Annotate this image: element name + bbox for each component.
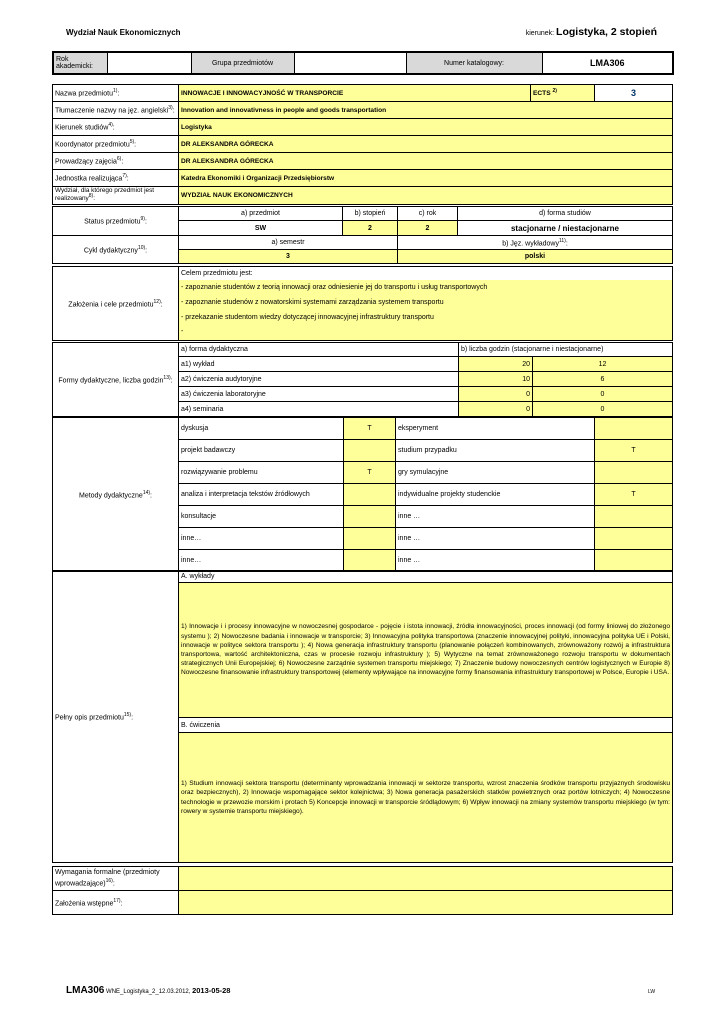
method-right-value xyxy=(595,418,673,440)
course-name-label: Nazwa przedmiotu$^{1)}$: xyxy=(53,85,179,102)
course-name-value: INNOWACJE I INNOWACYJNOŚĆ W TRANSPORCIE xyxy=(179,85,531,102)
form-row-stac: 0 xyxy=(459,402,533,417)
status-h-d: d) forma studiów xyxy=(458,207,673,221)
status-table xyxy=(52,206,673,264)
field-of-study-label: Kierunek studiów$^{4)}$: xyxy=(53,119,179,136)
unit-label: Jednostka realizująca$^{7)}$: xyxy=(53,170,179,187)
method-right-value xyxy=(595,528,673,550)
forms-h-a: a) forma dydaktyczna xyxy=(179,343,459,357)
cycle-h-b: b) Jęz. wykładowy$^{11)}$: xyxy=(398,236,673,250)
form-row-name: a4) seminaria xyxy=(179,402,459,417)
lecturer-value: DR ALEKSANDRA GÓRECKA xyxy=(179,153,673,170)
methods-label: Metody dydaktyczne$^{14)}$: xyxy=(53,418,179,572)
goals-content xyxy=(179,267,673,341)
method-left-value xyxy=(344,484,396,506)
catalog-number-value: LMA306 xyxy=(542,52,673,74)
translation-value: Innovation and innovativness in people and goods transportation xyxy=(179,102,673,119)
status-v-b: 2 xyxy=(343,221,398,236)
lectures-heading: A. wykłady xyxy=(179,571,673,583)
course-group-label: Grupa przedmiotów xyxy=(191,52,294,74)
formal-requirements-value xyxy=(179,867,673,891)
form-row-name: a1) wykład xyxy=(179,357,459,372)
method-right-value xyxy=(595,462,673,484)
status-h-c: c) rok xyxy=(398,207,458,221)
method-right-value: T xyxy=(595,484,673,506)
footer-date: 2013-05-28 xyxy=(192,986,231,995)
form-row-niestac: 0 xyxy=(533,387,673,402)
footer xyxy=(66,985,230,996)
cycle-h-a: a) semestr xyxy=(179,236,398,250)
field-label: kierunek: xyxy=(525,30,555,37)
goals-label: Założenia i cele przedmiotu$^{12)}$: xyxy=(53,267,179,341)
method-left-value xyxy=(344,440,396,462)
method-right: gry symulacyjne xyxy=(396,462,595,484)
method-left-value xyxy=(344,528,396,550)
lectures-description: 1) Innowacje i i procesy innowacyjne w nowoczesnej gospodarce - pojęcie i istota innowacji, źródła innowacyjności, proces innowacji (od formy liniowej do złożonego systemu ); 2) Nowoczesne badania i innowacje w transporcie; 3) Innowacyjna polityka transportowa (znaczenie innowacyjnej polityki, innowacyjna polityka UE i Polski, innowacje w polityce sektora transportu ); 4) Nowa generacja infrastruktury transportu (planowanie połączeń kombinowanych, zrównoważony rozwój a infrastruktura transportowa, wartość architektoniczna, czas w procesie rozwoju infrastruktury ); 5) Wytyczne na temat zrównoważonego rozwoju transportu w dokumentach strategicznych Unii Europejskiej; 6) Nowoczesne zarządnie systemen transportu miejskiego; 7) Znaczenie budowy nowoczesnych centrów logistycznych w Europie 8) Nowoczesne finansowanie infrastruktury transportowej (elementy wpływające na innowacyjne formy finansowania infrastruktury transportowej w Polsce, Europie i USA. xyxy=(179,583,673,718)
method-right: inne … xyxy=(396,506,595,528)
prerequisites-label: Założenia wstępne$^{17)}$: xyxy=(53,891,179,915)
method-left: projekt badawczy xyxy=(179,440,344,462)
department-value: WYDZIAŁ NAUK EKONOMICZNYCH xyxy=(179,187,673,205)
course-info-table xyxy=(52,84,673,205)
description-table xyxy=(52,570,673,863)
form-row-niestac: 6 xyxy=(533,372,673,387)
footer-initials: LW xyxy=(648,989,656,995)
exercises-description: 1) Studium innowacji sektora transportu (determinanty wprowadzania innowacji w sektorze transportu, wzrost znaczenia środków transportu przyjaznych środowisku oraz bezpiecznych), 2) Innowacje wspomagające sektor kolejnictwa; 3) Nowa generacja pasażerskich statków powietrznych oraz portów lotniczych; 4) Nowoczesne technologie w przewozie morskim i protach 5) Koncepcje innowacji w transporcie śródlądowym; 6) Wpływ innowacji na zmiany systemów transportu miejskiego (w tym: rowery w systemie transportu miejskiego). xyxy=(179,733,673,863)
coordinator-value: DR ALEKSANDRA GÓRECKA xyxy=(179,136,673,153)
method-left-value xyxy=(344,550,396,572)
method-right-value: T xyxy=(595,440,673,462)
footer-code: LMA306 xyxy=(66,985,105,996)
method-right-value xyxy=(595,506,673,528)
form-row-name: a2) ćwiczenia audytoryjne xyxy=(179,372,459,387)
formal-requirements-label: Wymagania formalne (przedmioty wprowadzające)$^{16)}$: xyxy=(53,867,179,891)
form-row-niestac: 12 xyxy=(533,357,673,372)
method-left: analiza i interpretacja tekstów źródłowych xyxy=(179,484,344,506)
form-row-niestac: 0 xyxy=(533,402,673,417)
status-v-c: 2 xyxy=(398,221,458,236)
method-left: rozwiązywanie problemu xyxy=(179,462,344,484)
method-left: dyskusja xyxy=(179,418,344,440)
ects-value: 3 xyxy=(595,85,673,102)
status-v-a: SW xyxy=(179,221,343,236)
lecturer-label: Prowadzący zajęcia$^{6)}$: xyxy=(53,153,179,170)
prerequisites-value xyxy=(179,891,673,915)
goals-table xyxy=(52,266,673,341)
goals-line-2: - zapoznanie studenów z nowatorskimi systemami zarządzania systemem transportu xyxy=(181,299,444,306)
unit-value: Katedra Ekonomiki i Organizacji Przedsiębiorstw xyxy=(179,170,673,187)
method-left: inne… xyxy=(179,528,344,550)
status-v-d: stacjonarne / niestacjonarne xyxy=(458,221,673,236)
method-right: eksperyment xyxy=(396,418,595,440)
status-h-b: b) stopień xyxy=(343,207,398,221)
goals-line-1: - zapoznanie studentów z teorią innowacji oraz odniesienie jej do transportu i usług transportowych xyxy=(181,284,488,291)
department-label: Wydział, dla którego przedmiot jest realizowany$^{8)}$: xyxy=(53,187,179,205)
catalog-number-label: Numer katalogowy: xyxy=(406,52,542,74)
method-right: inne … xyxy=(396,528,595,550)
requirements-table xyxy=(52,866,673,915)
goals-line-3: - przekazanie studentom wiedzy dotyczącej innowacyjnej infrastruktury transportu xyxy=(181,314,434,321)
method-right: studium przypadku xyxy=(396,440,595,462)
academic-year-value xyxy=(107,52,191,74)
goals-line-0: Celem przedmiotu jest: xyxy=(179,267,672,280)
ects-label: ECTS $^{2)}$ xyxy=(531,85,595,102)
methods-table xyxy=(52,417,673,572)
forms-h-b: b) liczba godzin (stacjonarne i niestacjonarne) xyxy=(459,343,673,357)
description-label: Pełny opis przedmiotu$^{15)}$: xyxy=(53,571,179,863)
method-left: konsultacje xyxy=(179,506,344,528)
cycle-v-b: polski xyxy=(398,250,673,264)
catalog-row xyxy=(52,51,674,75)
course-group-value xyxy=(294,52,406,74)
academic-year-label: Rok akademicki: xyxy=(53,52,107,74)
method-left-value: T xyxy=(344,462,396,484)
method-right: inne … xyxy=(396,550,595,572)
method-right: indywidualne projekty studenckie xyxy=(396,484,595,506)
form-row-stac: 10 xyxy=(459,372,533,387)
translation-label: Tłumaczenie nazwy na jęz. angielski$^{3)}$: xyxy=(53,102,179,119)
status-label: Status przedmiotu$^{9)}$: xyxy=(53,207,179,236)
form-row-stac: 0 xyxy=(459,387,533,402)
footer-file: WNE_Logistyka_2_12.03.2012, xyxy=(106,989,191,995)
field-of-study-header xyxy=(526,26,657,38)
form-row-name: a3) ćwiczenia laboratoryjne xyxy=(179,387,459,402)
field-value: Logistyka, 2 stopień xyxy=(556,26,657,38)
faculty-name: Wydział Nauk Ekonomicznych xyxy=(66,28,181,37)
cycle-v-a: 3 xyxy=(179,250,398,264)
forms-label: Formy dydaktyczne, liczba godzin$^{13)}$: xyxy=(53,343,179,417)
method-left: inne… xyxy=(179,550,344,572)
method-left-value: T xyxy=(344,418,396,440)
form-row-stac: 20 xyxy=(459,357,533,372)
cycle-label: Cykl dydaktyczny$^{10)}$: xyxy=(53,236,179,264)
method-left-value xyxy=(344,506,396,528)
method-right-value xyxy=(595,550,673,572)
coordinator-label: Koordynator przedmiotu$^{5)}$: xyxy=(53,136,179,153)
goals-line-4: - xyxy=(181,328,184,335)
field-of-study-value: Logistyka xyxy=(179,119,673,136)
exercises-heading: B. ćwiczenia xyxy=(179,718,673,733)
status-h-a: a) przedmiot xyxy=(179,207,343,221)
forms-table xyxy=(52,342,673,417)
